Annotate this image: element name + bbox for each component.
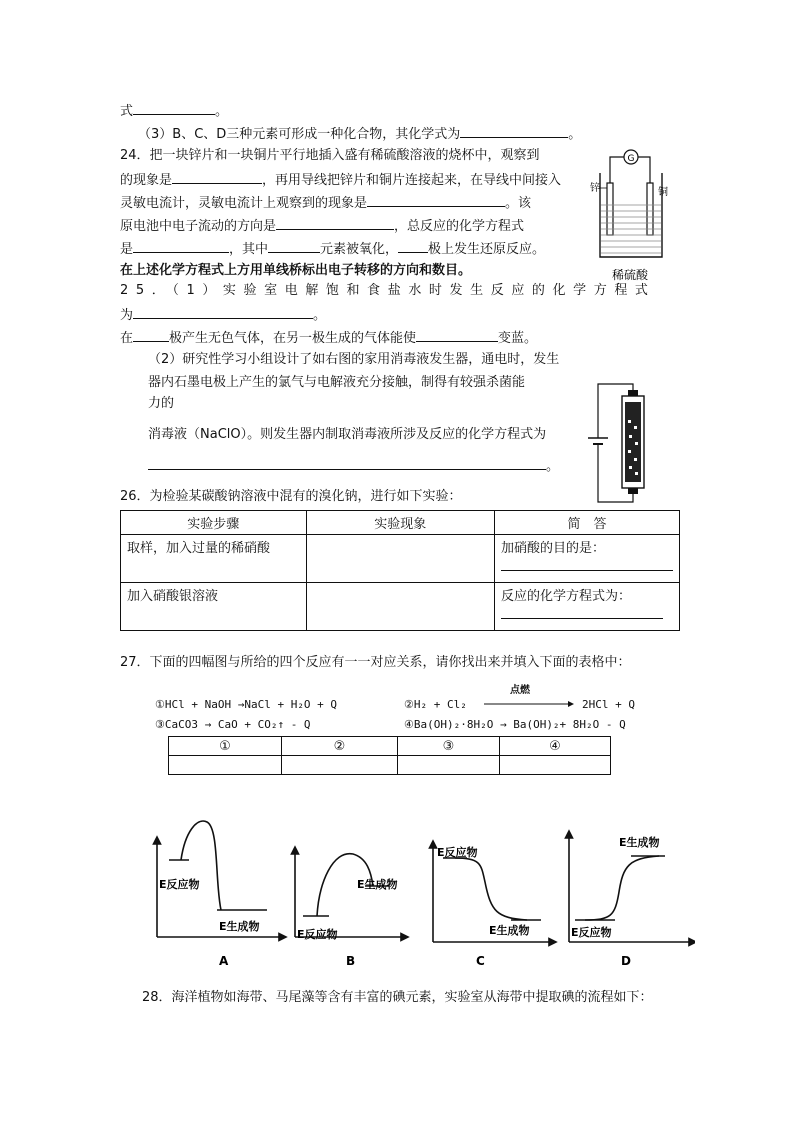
energy-diagrams: [145, 812, 695, 972]
answer-blank[interactable]: [133, 305, 313, 319]
q24-line3: 灵敏电流计，灵敏电流计上观察到的现象是 。该: [120, 193, 531, 213]
answer-blank[interactable]: [276, 216, 394, 230]
graph-d: [569, 834, 693, 968]
q24-line6: 在上述化学方程式上方用单线桥标出电子转移的方向和数目。: [120, 263, 472, 278]
step-cell: 加入硝酸银溶液: [121, 583, 307, 631]
answer-cell[interactable]: 反应的化学方程式为：: [495, 583, 680, 631]
q25-line7: 消毒液（NaClO）。则发生器内制取消毒液所涉及反应的化学方程式为: [148, 427, 547, 442]
header-r4: ④: [500, 737, 611, 756]
q24-line2: 的现象是 ，再用导线把锌片和铜片连接起来，在导线中间接入: [120, 170, 561, 190]
answer-cell[interactable]: [398, 756, 500, 775]
table-row: [169, 756, 611, 775]
reactant-energy-label: E反应物: [297, 928, 338, 941]
q25-line1: 25．（1）实验室电解饱和食盐水时发生反应的化学方程式: [120, 283, 656, 298]
product-energy-label: E生成物: [489, 924, 530, 937]
reaction-3: ③CaCO3 → CaO + CO₂↑ - Q: [155, 718, 311, 731]
reactant-energy-label: E反应物: [159, 878, 200, 891]
header-phenomenon: 实验现象: [306, 511, 494, 535]
q26-intro: 26．为检验某碳酸钠溶液中混有的溴化钠，进行如下实验：: [120, 489, 462, 504]
answer-blank[interactable]: [501, 618, 663, 619]
q24-line1: 24．把一块锌片和一块铜片平行地插入盛有稀硫酸溶液的烧杯中，观察到: [120, 148, 540, 163]
answer-blank[interactable]: [133, 328, 169, 342]
graph-label: B: [346, 954, 356, 968]
reaction-1: ①HCl + NaOH →NaCl + H₂O + Q: [155, 698, 338, 711]
reaction-4: ④Ba(OH)₂·8H₂O → Ba(OH)₂+ 8H₂O - Q: [404, 718, 626, 731]
header-r3: ③: [398, 737, 500, 756]
zinc-electrode: [607, 183, 613, 235]
reactant-energy-label: E反应物: [437, 846, 478, 859]
phenomenon-cell[interactable]: [306, 583, 494, 631]
header-answer: 简 答: [495, 511, 680, 535]
product-energy-label: E生成物: [357, 878, 398, 891]
table-row: [121, 535, 680, 583]
table-header-row: [169, 737, 611, 756]
q27-intro: 27．下面的四幅图与所给的四个反应有一一对应关系，请你找出来并填入下面的表格中：: [120, 655, 631, 670]
solution-caption: 稀硫酸: [611, 268, 649, 282]
q23-line2: （3）B、C、D三种元素可形成一种化合物，其化学式为 。: [138, 124, 581, 144]
graph-c: [433, 844, 553, 968]
q25-line3: 在 极产生无色气体，在另一极生成的气体能使 变蓝。: [120, 328, 537, 348]
q27-answer-table: [168, 736, 611, 775]
reaction-2-left: ②H₂ + Cl₂: [404, 698, 467, 711]
copper-label: 铜: [658, 187, 668, 198]
product-energy-label: E生成物: [619, 836, 660, 849]
answer-cell[interactable]: [282, 756, 398, 775]
graph-b: [295, 850, 405, 968]
graph-label: A: [219, 954, 229, 968]
q24-line5: 是 ，其中 元素被氧化， 极上发生还原反应。: [120, 239, 545, 259]
q28-line1: 28．海洋植物如海带、马尾藻等含有丰富的碘元素，实验室从海带中提取碘的流程如下：: [142, 990, 653, 1005]
galvanometer-label: G: [627, 154, 635, 164]
step-cell: 取样，加入过量的稀硝酸: [121, 535, 307, 583]
answer-blank[interactable]: [133, 101, 215, 115]
graph-label: D: [621, 954, 631, 968]
copper-electrode: [647, 183, 653, 235]
q24-line4: 原电池中电子流动的方向是 ，总反应的化学方程式: [120, 216, 524, 236]
q23-line1: 式 。: [120, 101, 228, 121]
q25-line2: 为 。: [120, 305, 326, 325]
answer-blank[interactable]: [416, 328, 498, 342]
answer-cell[interactable]: [500, 756, 611, 775]
q25-line4: （2）研究性学习小组设计了如右图的家用消毒液发生器，通电时，发生: [148, 352, 560, 367]
answer-blank[interactable]: [268, 239, 320, 253]
answer-blank[interactable]: [133, 239, 229, 253]
header-r2: ②: [282, 737, 398, 756]
product-energy-label: E生成物: [219, 920, 260, 933]
reaction-arrow: [484, 699, 576, 709]
reactant-energy-label: E反应物: [571, 926, 612, 939]
header-r1: ①: [169, 737, 282, 756]
galvanic-cell-figure: [590, 145, 670, 285]
table-row: [121, 583, 680, 631]
answer-blank[interactable]: [460, 124, 568, 138]
header-step: 实验步骤: [121, 511, 307, 535]
reaction-2-condition: 点燃: [510, 685, 530, 696]
answer-cell[interactable]: 加硝酸的目的是：: [495, 535, 680, 583]
phenomenon-cell[interactable]: [306, 535, 494, 583]
answer-blank[interactable]: [172, 170, 262, 184]
table-header-row: [121, 511, 680, 535]
answer-blank[interactable]: [148, 456, 546, 470]
answer-blank[interactable]: [501, 570, 673, 571]
answer-blank[interactable]: [398, 239, 428, 253]
q26-table: [120, 510, 680, 631]
q25-line8: 。: [148, 456, 559, 476]
graph-a: [157, 821, 283, 968]
graph-label: C: [476, 954, 485, 968]
reaction-2-right: 2HCl + Q: [582, 698, 635, 711]
answer-blank[interactable]: [367, 193, 505, 207]
q25-line5: 器内石墨电极上产生的氯气与电解液充分接触，制得有较强杀菌能: [148, 375, 526, 390]
disinfectant-generator-figure: [580, 380, 670, 510]
answer-cell[interactable]: [169, 756, 282, 775]
q25-line6: 力的: [148, 396, 175, 411]
zinc-label: 锌: [590, 183, 600, 194]
